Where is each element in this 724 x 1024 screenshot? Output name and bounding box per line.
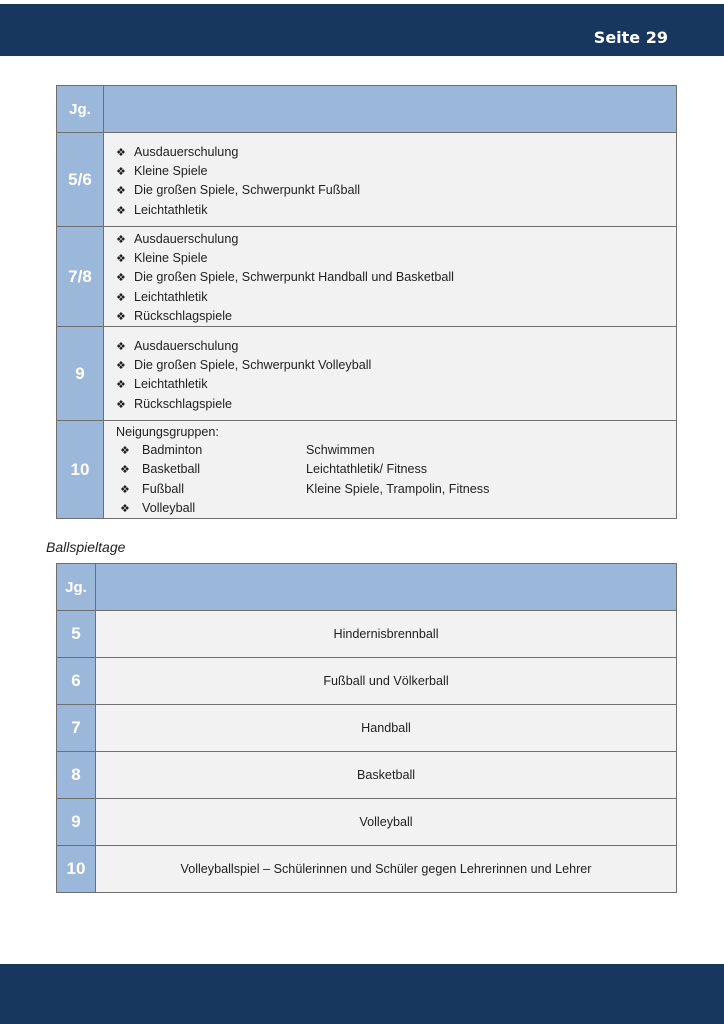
list-item: ❖ Rückschlagspiele [116, 395, 676, 414]
content-column-header [104, 86, 677, 133]
table-row [57, 752, 677, 799]
grade-cell: 9 [57, 799, 96, 846]
diamond-bullet-icon: ❖ [116, 166, 126, 179]
list-item: ❖ Volleyball [116, 499, 676, 518]
diamond-bullet-icon: ❖ [116, 253, 126, 266]
diamond-bullet-icon: ❖ [116, 398, 126, 411]
content-cell [104, 227, 677, 327]
section-caption: Ballspieltage [46, 539, 126, 555]
list-item: ❖ Leichtathletik [116, 201, 676, 220]
content-cell [104, 327, 677, 421]
sport-column-header [96, 564, 677, 611]
diamond-bullet-icon: ❖ [116, 310, 126, 323]
ballspieltage-table [56, 563, 677, 893]
list-item: ❖ Ausdauerschulung [116, 143, 676, 162]
grade-cell: 10 [57, 421, 104, 519]
table-row [57, 133, 677, 227]
grade-cell: 6 [57, 658, 96, 705]
content-cell [104, 133, 677, 227]
table-row [57, 705, 677, 752]
table-row [57, 658, 677, 705]
list-item: ❖ Badminton Schwimmen [116, 441, 676, 460]
diamond-bullet-icon: ❖ [116, 291, 126, 304]
sport-cell: Volleyball [96, 799, 677, 846]
table-row [57, 227, 677, 327]
sport-cell: Hindernisbrennball [96, 611, 677, 658]
list-item: ❖ Ausdauerschulung [116, 337, 676, 356]
content-cell [104, 421, 677, 519]
grade-cell: 5 [57, 611, 96, 658]
sport-cell: Basketball [96, 752, 677, 799]
grade-cell: 10 [57, 846, 96, 893]
neigungsgruppen-label: Neigungsgruppen: [116, 425, 219, 440]
list-item: ❖ Leichtathletik [116, 375, 676, 394]
grade-column-header: Jg. [57, 564, 96, 611]
table-header-row [57, 86, 677, 133]
table-row [57, 421, 677, 519]
diamond-bullet-icon: ❖ [120, 464, 130, 477]
diamond-bullet-icon: ❖ [116, 204, 126, 217]
diamond-bullet-icon: ❖ [116, 185, 126, 198]
footer-bar [0, 964, 724, 1024]
table-row [57, 611, 677, 658]
list-item: ❖ Die großen Spiele, Schwerpunkt Handball und Basketball [116, 268, 676, 287]
sport-cell: Fußball und Völkerball [96, 658, 677, 705]
list-item: ❖ Basketball Leichtathletik/ Fitness [116, 460, 676, 479]
curriculum-table [56, 85, 677, 519]
list-item: ❖ Die großen Spiele, Schwerpunkt Volleyball [116, 356, 676, 375]
diamond-bullet-icon: ❖ [116, 272, 126, 285]
diamond-bullet-icon: ❖ [120, 445, 130, 458]
grade-cell: 8 [57, 752, 96, 799]
table-row [57, 846, 677, 893]
list-item: ❖ Kleine Spiele [116, 249, 676, 268]
grade-column-header: Jg. [57, 86, 104, 133]
sport-cell: Volleyballspiel – Schülerinnen und Schüler gegen Lehrerinnen und Lehrer [96, 846, 677, 893]
table-row [57, 799, 677, 846]
grade-cell: 7 [57, 705, 96, 752]
page-number: Seite 29 [593, 28, 668, 47]
diamond-bullet-icon: ❖ [116, 360, 126, 373]
table-header-row [57, 564, 677, 611]
table-row [57, 327, 677, 421]
sport-cell: Handball [96, 705, 677, 752]
list-item: ❖ Die großen Spiele, Schwerpunkt Fußball [116, 181, 676, 200]
list-item: ❖ Rückschlagspiele [116, 307, 676, 326]
grade-cell: 9 [57, 327, 104, 421]
list-item: ❖ Ausdauerschulung [116, 230, 676, 249]
diamond-bullet-icon: ❖ [120, 483, 130, 496]
list-item: ❖ Leichtathletik [116, 288, 676, 307]
diamond-bullet-icon: ❖ [120, 502, 130, 515]
diamond-bullet-icon: ❖ [116, 147, 126, 159]
grade-cell: 5/6 [57, 133, 104, 227]
list-item: ❖ Kleine Spiele [116, 162, 676, 181]
diamond-bullet-icon: ❖ [116, 234, 126, 246]
diamond-bullet-icon: ❖ [116, 379, 126, 392]
diamond-bullet-icon: ❖ [116, 341, 126, 354]
grade-cell: 7/8 [57, 227, 104, 327]
list-item: ❖ Fußball Kleine Spiele, Trampolin, Fitness [116, 480, 676, 499]
